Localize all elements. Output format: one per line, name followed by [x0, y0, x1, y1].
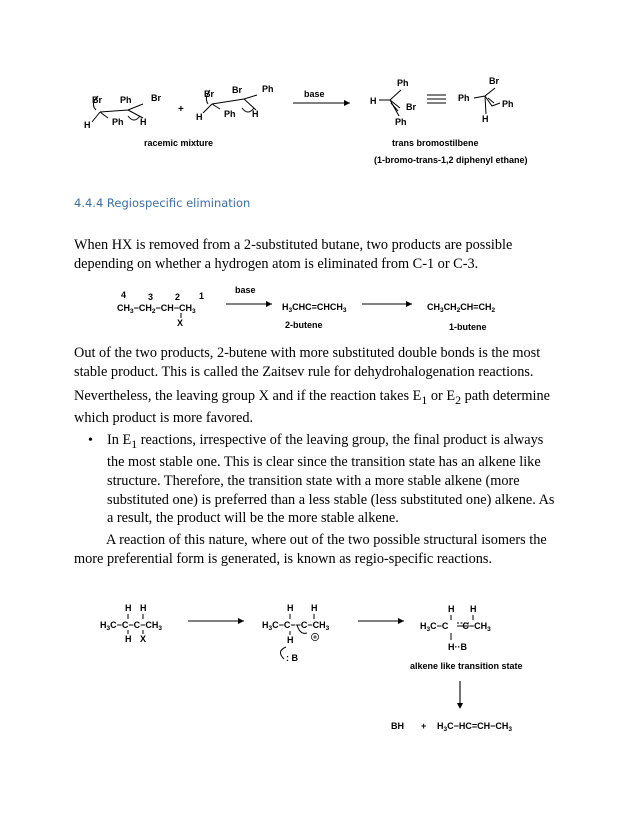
- svg-text:H: H: [125, 634, 132, 644]
- carbon-number: 2: [175, 292, 181, 302]
- final-product-formula: $H_3C-HC=CH-CH_3$: [437, 721, 513, 733]
- product-2-butene-label: 2-butene: [285, 320, 323, 330]
- label-ph: Ph: [458, 93, 470, 103]
- svg-text:H: H: [448, 604, 455, 614]
- arrow-label-base: base: [304, 89, 325, 99]
- base-label: : B: [286, 653, 298, 663]
- leaving-group-x: X: [177, 318, 184, 328]
- carbocation-formula: $H_3C-C--C-CH_3$: [262, 620, 330, 632]
- label-br: Br: [489, 76, 500, 86]
- label-ph: Ph: [502, 99, 514, 109]
- carbon-number: 3: [148, 292, 154, 302]
- svg-text:H: H: [311, 603, 318, 613]
- bullet-marker: •: [88, 433, 93, 448]
- arrow-label-base: base: [235, 285, 256, 295]
- section-heading: 4.4.4 Regiospecific elimination: [74, 196, 251, 210]
- svg-text:H: H: [287, 603, 294, 613]
- label-ph: Ph: [395, 117, 407, 127]
- svg-text:H: H: [287, 635, 294, 645]
- label-h: H: [140, 117, 147, 127]
- product-1-butene-label: 1-butene: [449, 322, 487, 332]
- plus-sign: +: [178, 104, 184, 115]
- scheme-bromostilbene: [0, 0, 630, 175]
- label-ph: Ph: [112, 117, 124, 127]
- label-ph: Ph: [120, 95, 132, 105]
- carbon-number: 4: [121, 290, 127, 300]
- label-h: H: [84, 120, 91, 130]
- product-2-butene-formula: $H_3CHC=CHCH_3$: [282, 302, 347, 314]
- scheme-butene: [0, 280, 630, 340]
- label-h: H: [482, 114, 489, 124]
- paragraph-regiospecific: A reaction of this nature, where out of the two possible structural isomers the more preferential form is generated, is known as regio-specific reactions.: [74, 532, 547, 567]
- label-h: H: [370, 96, 377, 106]
- svg-text:H: H: [470, 604, 477, 614]
- transition-formula: $H_3C-C$ $C-CH_3$: [420, 621, 491, 633]
- plus-sign: +: [421, 721, 427, 731]
- svg-text:H: H: [125, 603, 132, 613]
- butane-formula: $CH_3-CH_2-CH-CH_3$: [117, 303, 196, 315]
- carbon-number: 1: [199, 291, 205, 301]
- bullet-e1-reactions: In $E_1$ reactions, irrespective of the leaving group, the final product is always the most stable one. This is clear since the transition state has an alkene like structure. Therefore, the transition state with a more stable alkene (more substituted one) is preferred than a less stable (less substituted one) alkene. As a result, the product will be the more stable alkene.: [107, 432, 555, 527]
- scheme-e1-mechanism: [0, 595, 630, 740]
- label-br: Br: [151, 93, 162, 103]
- label-br: Br: [406, 102, 417, 112]
- label-br: Br: [92, 95, 103, 105]
- paragraph-leaving-group: Nevertheless, the leaving group X and if the reaction takes $E_1$ or $E_2$ path determine which product is more favored.: [74, 388, 551, 427]
- paragraph-zaitsev: Out of the two products, 2-butene with more substituted double bonds is the most stable product. This is called the Zaitsev rule for dehydrohalogenation reactions.: [74, 345, 541, 380]
- label-ph: Ph: [224, 109, 236, 119]
- leaving-group-x: X: [140, 634, 147, 644]
- label-br: Br: [232, 85, 243, 95]
- paragraph-intro: When HX is removed from a 2-substituted butane, two products are possible depending on whether a hydrogen atom is eliminated from C-1 or C-3.: [74, 237, 513, 272]
- product-1-butene-formula: $CH_3CH_2CH=CH_2$: [427, 302, 496, 314]
- byproduct-bh: BH: [391, 721, 404, 731]
- h-b-partial-bond: H··B: [448, 642, 467, 652]
- label-h: H: [252, 109, 259, 119]
- label-ph: Ph: [397, 78, 409, 88]
- label-h: H: [196, 112, 203, 122]
- caption-trans-bromostilbene: trans bromostilbene: [392, 138, 479, 148]
- caption-racemic-mixture: racemic mixture: [144, 138, 214, 148]
- label-br: Br: [204, 89, 215, 99]
- reactant-formula: $H_3C-C-C-CH_3$: [100, 620, 163, 632]
- svg-text:H: H: [140, 603, 147, 613]
- transition-state-label: alkene like transition state: [410, 661, 523, 671]
- caption-iupac-name: (1-bromo-trans-1,2 diphenyl ethane): [374, 155, 528, 165]
- label-ph: Ph: [262, 84, 274, 94]
